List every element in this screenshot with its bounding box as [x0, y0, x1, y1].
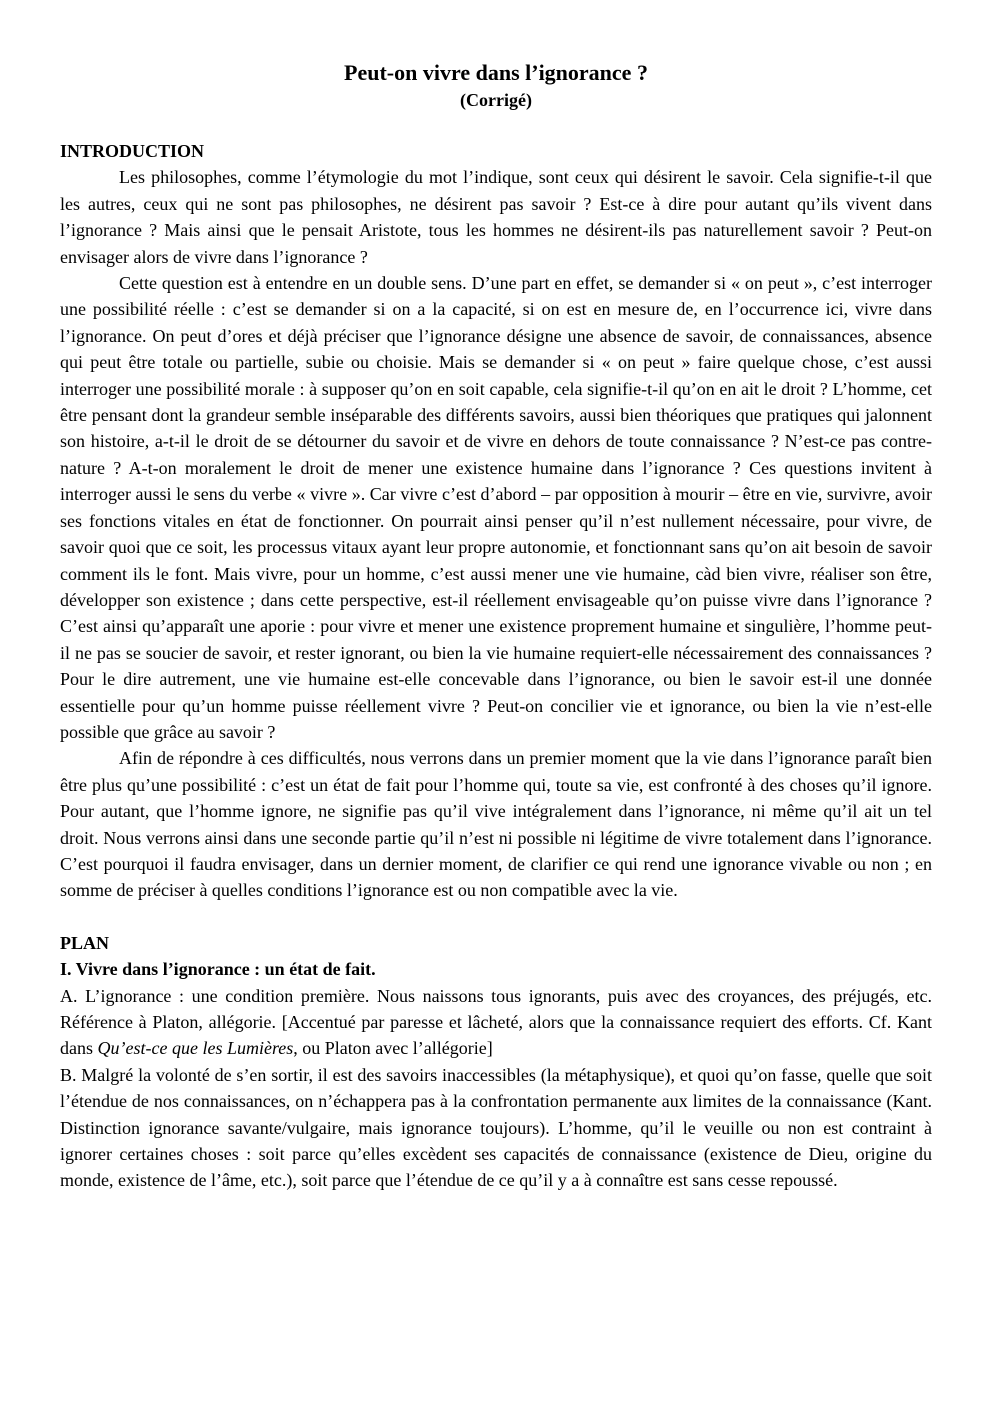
plan-heading: PLAN: [60, 932, 109, 953]
document-subtitle: (Corrigé): [460, 90, 532, 110]
document-title: Peut-on vivre dans l’ignorance ?: [344, 60, 648, 85]
intro-paragraph-2: Cette question est à entendre en un double sens. D’une part en effet, se demander si « on peut », c’est interroger une possibilité réelle : c’est se demander si on a la capacité, si on est en mesure de, en l’occurrence ici, vivre dans l’ignorance. On peut d’ores et déjà préciser que l’ignorance désigne une absence de savoir, de connaissances, absence qui peut être totale ou partielle, subie ou choisie. Mais se demander si « on peut » faire quelque chose, c’est aussi interroger une possibilité morale : à supposer qu’on en soit capable, cela signifie-t-il qu’on en ait le droit ? L’homme, cet être pensant dont la grandeur semble inséparable des différents savoirs, aussi bien théoriques que pratiques qui jalonnent son histoire, a-t-il le droit de se détourner du savoir et de vivre en dehors de toute connaissance ? N’est-ce pas contre-nature ? A-t-on moralement le droit de mener une existence humaine dans l’ignorance ? Ces questions invitent à interroger aussi le sens du verbe « vivre ». Car vivre c’est d’abord – par opposition à mourir – être en vie, survivre, avoir ses fonctions vitales en état de fonctionner. On pourrait ainsi penser qu’il n’est nullement nécessaire, pour vivre, de savoir quoi que ce soit, les processus vitaux ayant leur propre autonomie, et fonctionnant sans qu’on ait besoin de savoir comment ils le font. Mais vivre, pour un homme, c’est aussi mener une vie humaine, càd bien vivre, réaliser son être, développer son existence ; dans cette perspective, est-il réellement envisageable qu’on puisse vivre dans l’ignorance ? C’est ainsi qu’apparaît une aporie : pour vivre et mener une existence proprement humaine et singulière, l’homme peut-il ne pas se soucier de savoir, et rester ignorant, ou bien la vie humaine requiert-elle nécessairement des connaissances ? Pour le dire autrement, une vie humaine est-elle concevable dans l’ignorance, ou bien le savoir est-il une donnée essentielle pour qu’un homme puisse réellement vivre ? Peut-on concilier vie et ignorance, ou bien la vie n’est-elle possible que grâce au savoir ?: [60, 273, 932, 742]
plan-part1-a-text: A. L’ignorance : une condition première. Nous naissons tous ignorants, puis avec des croyances, des préjugés, etc. Référence à Platon, allégorie. [Accentué par paresse et lâcheté, alors que la connaissance requiert des efforts. Cf. Kant dans: [60, 985, 932, 1059]
intro-paragraph-3: Afin de répondre à ces difficultés, nous verrons dans un premier moment que la vie dans l’ignorance paraît bien être plus qu’une possibilité : c’est un état de fait pour l’homme qui, toute sa vie, est confronté à des choses qu’il ignore. Pour autant, que l’homme ignore, ne signifie pas qu’il vive intégralement dans l’ignorance, ni même qu’il ait un tel droit. Nous verrons ainsi dans une seconde partie qu’il n’est ni possible ni légitime de vivre totalement dans l’ignorance. C’est pourquoi il faudra envisager, dans un dernier moment, de clarifier ce qui rend une ignorance vivable ou non ; en somme de préciser à quelles conditions l’ignorance est ou non compatible avec la vie.: [60, 748, 932, 901]
document-page: [60, 58, 932, 1194]
plan-part1-a-book-title: Qu’est-ce que les Lumières: [97, 1038, 294, 1059]
introduction-section: [60, 138, 932, 904]
introduction-heading: INTRODUCTION: [60, 141, 205, 161]
plan-part1-a-end: , ou Platon avec l’allégorie]: [293, 1038, 493, 1059]
plan-part1-b: B. Malgré la volonté de s’en sortir, il est des savoirs inaccessibles (la métaphysique), et quoi qu’on fasse, quelle que soit l’étendue de nos connaissances, on n’échappera pas à la confrontation permanente aux limites de la connaissance (Kant. Distinction ignorance savante/vulgaire, mais ignorance toujours). L’homme, qu’il le veuille ou non est contraint à ignorer certaines choses : soit parce qu’elles excèdent ses capacités de connaissance (existence de Dieu, origine du monde, existence de l’âme, etc.), soit parce que l’étendue de ce qu’il y a à connaître est sans cesse repoussé.: [60, 1064, 932, 1191]
intro-paragraph-1: Les philosophes, comme l’étymologie du mot l’indique, sont ceux qui désirent le savoir. Cela signifie-t-il que les autres, ceux qui ne sont pas philosophes, ne désirent pas savoir ? Est-ce à dire pour autant qu’ils vivent dans l’ignorance ? Mais ainsi que le pensait Aristote, tous les hommes ne désirent-ils pas naturellement savoir ? Peut-on envisager alors de vivre dans l’ignorance ?: [60, 167, 932, 267]
section-spacer: [60, 904, 932, 930]
plan-part1-title: I. Vivre dans l’ignorance : un état de fait.: [60, 959, 376, 980]
plan-part1-a: [60, 983, 932, 1062]
plan-section: [60, 930, 932, 1194]
